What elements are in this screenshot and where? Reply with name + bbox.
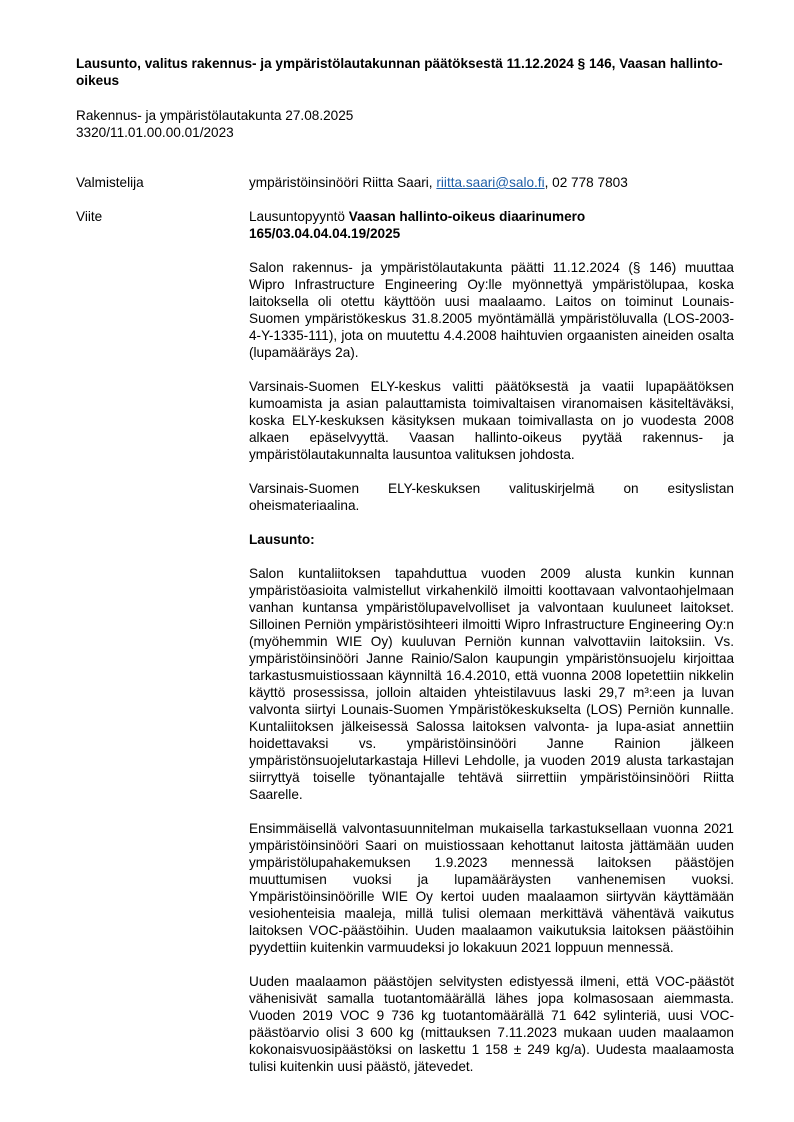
paragraph-history: Salon kuntaliitoksen tapahduttua vuoden 2009 alusta kunkin kunnan ympäristöasioita valmistellut virkahenkilö ilmoitti koottavaan valvontaohjelmaan vanhan kuntansa ympäristölupavelvolliset ja valvontaan kuuluneet laitokset. Silloinen Perniön ympäristösihteeri ilmoitti Wipro Infrastructure Engineering Oy:n (myöhemmin WIE Oy) kuuluvan Perniön kunnan valvottaviin laitoksiin. Vs. ympäristöinsinööri Janne Rainio/Salon kaupungin ympäristönsuojelu kirjoittaa tarkastusmuistiossaan käynniltä 16.4.2010, että vuonna 2008 lopetettiin nikkelin käyttö prosessissa, jolloin altaiden yhteistilavuus laski 29,7 m³:een ja luvan valvonta siirtyi Lounais-Suomen Ympäristökeskukselta (LOS) Perniön kunnalle. Kuntaliitoksen jälkeisessä Salossa laitoksen valvonta- ja lupa-asiat annettiin hoidettavaksi vs. ympäristöinsinööri Janne Rainion jälkeen ympäristönsuojelutarkastaja Hillevi Lehdolle, ja vuoden 2019 alusta tarkastajan siirryttyä toiselle työnantajalle tehtävä siirrettiin ympäristöinsinööri Riitta Saarelle. bbox=[249, 566, 734, 802]
reference-prefix: Lausuntopyyntö bbox=[249, 209, 345, 224]
preparer-info bbox=[249, 174, 734, 191]
preparer-name: ympäristöinsinööri Riitta Saari, bbox=[249, 175, 433, 190]
paragraph-attachment: Varsinais-Suomen ELY-keskuksen valituskirjelmä on esityslistan oheismateriaalina. bbox=[249, 481, 734, 513]
document-title: Lausunto, valitus rakennus- ja ympäristölautakunnan päätöksestä 11.12.2024 § 146, Vaasan hallinto-oikeus bbox=[76, 56, 723, 88]
paragraph-inspection: Ensimmäisellä valvontasuunnitelman mukaisella tarkastuksellaan vuonna 2021 ympäristöinsinööri Saari on muistiossaan kehottanut laitosta jättämään uuden ympäristölupahakemuksen 1.9.2023 mennessä laitoksen päästöjen muuttumisen vuoksi ja lupamääräysten vanhenemisen vuoksi. Ympäristöinsinöörille WIE Oy kertoi uuden maalaamon siirtyvän käyttämään vesiohenteisia maaleja, millä tulisi olemaan merkittävä vähentävä vaikutus laitoksen VOC-päästöihin. Uuden maalaamon vaikutuksia laitoksen päästöihin pyydettiin kuitenkin varmuudeksi jo lokakuun 2021 loppuun mennessä. bbox=[249, 821, 734, 955]
preparer-email-link[interactable]: riitta.saari@salo.fi bbox=[436, 175, 545, 190]
reference-text bbox=[249, 208, 734, 242]
preparer-phone: , 02 778 7803 bbox=[544, 175, 628, 190]
paragraph-decision: Salon rakennus- ja ympäristölautakunta päätti 11.12.2024 (§ 146) muuttaa Wipro Infrastructure Engineering Oy:lle myönnettyä ympäristölupaa, koska laitoksella oli otettu käyttöön uusi maalaamo. Laitos on toiminut Lounais-Suomen ympäristökeskus 31.8.2005 myöntämällä ympäristöluvalla (LOS-2003-4-Y-1335-111), jota on muutettu 4.4.2008 haihtuvien orgaanisten aineiden osalta (lupamääräys 2a). bbox=[249, 260, 734, 360]
statement-heading: Lausunto: bbox=[249, 532, 315, 547]
paragraph-appeal: Varsinais-Suomen ELY-keskus valitti päätöksestä ja vaatii lupapäätöksen kumoamista ja asian palauttamista toimivaltaisen viranomaisen käsiteltäväksi, koska ELY-keskuksen käsityksen mukaan toimivallasta on jo vuodesta 2008 alkaen epäselvyyttä. Vaasan hallinto-oikeus pyytää rakennus- ja ympäristölautakunnalta lausuntoa valituksen johdosta. bbox=[249, 379, 734, 462]
reference-label: Viite bbox=[76, 209, 103, 224]
main-content bbox=[249, 208, 734, 1092]
meeting-line: Rakennus- ja ympäristölautakunta 27.08.2025 bbox=[76, 108, 354, 123]
case-number: 3320/11.01.00.00.01/2023 bbox=[76, 125, 234, 140]
preparer-label: Valmistelija bbox=[76, 175, 144, 190]
reference-diary-number: Vaasan hallinto-oikeus diaarinumero 165/03.04.04.04.19/2025 bbox=[249, 209, 586, 241]
paragraph-emissions: Uuden maalaamon päästöjen selvitysten edistyessä ilmeni, että VOC-päästöt vähenisivät samalla tuotantomäärällä lähes jopa kolmasosaan aiemmasta. Vuoden 2019 VOC 9 736 kg tuotantomäärällä 71 642 sylinteriä, uusi VOC-päästöarvio olisi 3 600 kg (mittauksen 7.11.2023 mukaan uuden maalaamon kokonaisvuosipäästöksi on laskettu 1 158 ± 249 kg/a). Uudesta maalaamosta tulisi kuitenkin uusi päästö, jätevedet. bbox=[249, 974, 734, 1074]
meeting-info bbox=[76, 107, 353, 141]
